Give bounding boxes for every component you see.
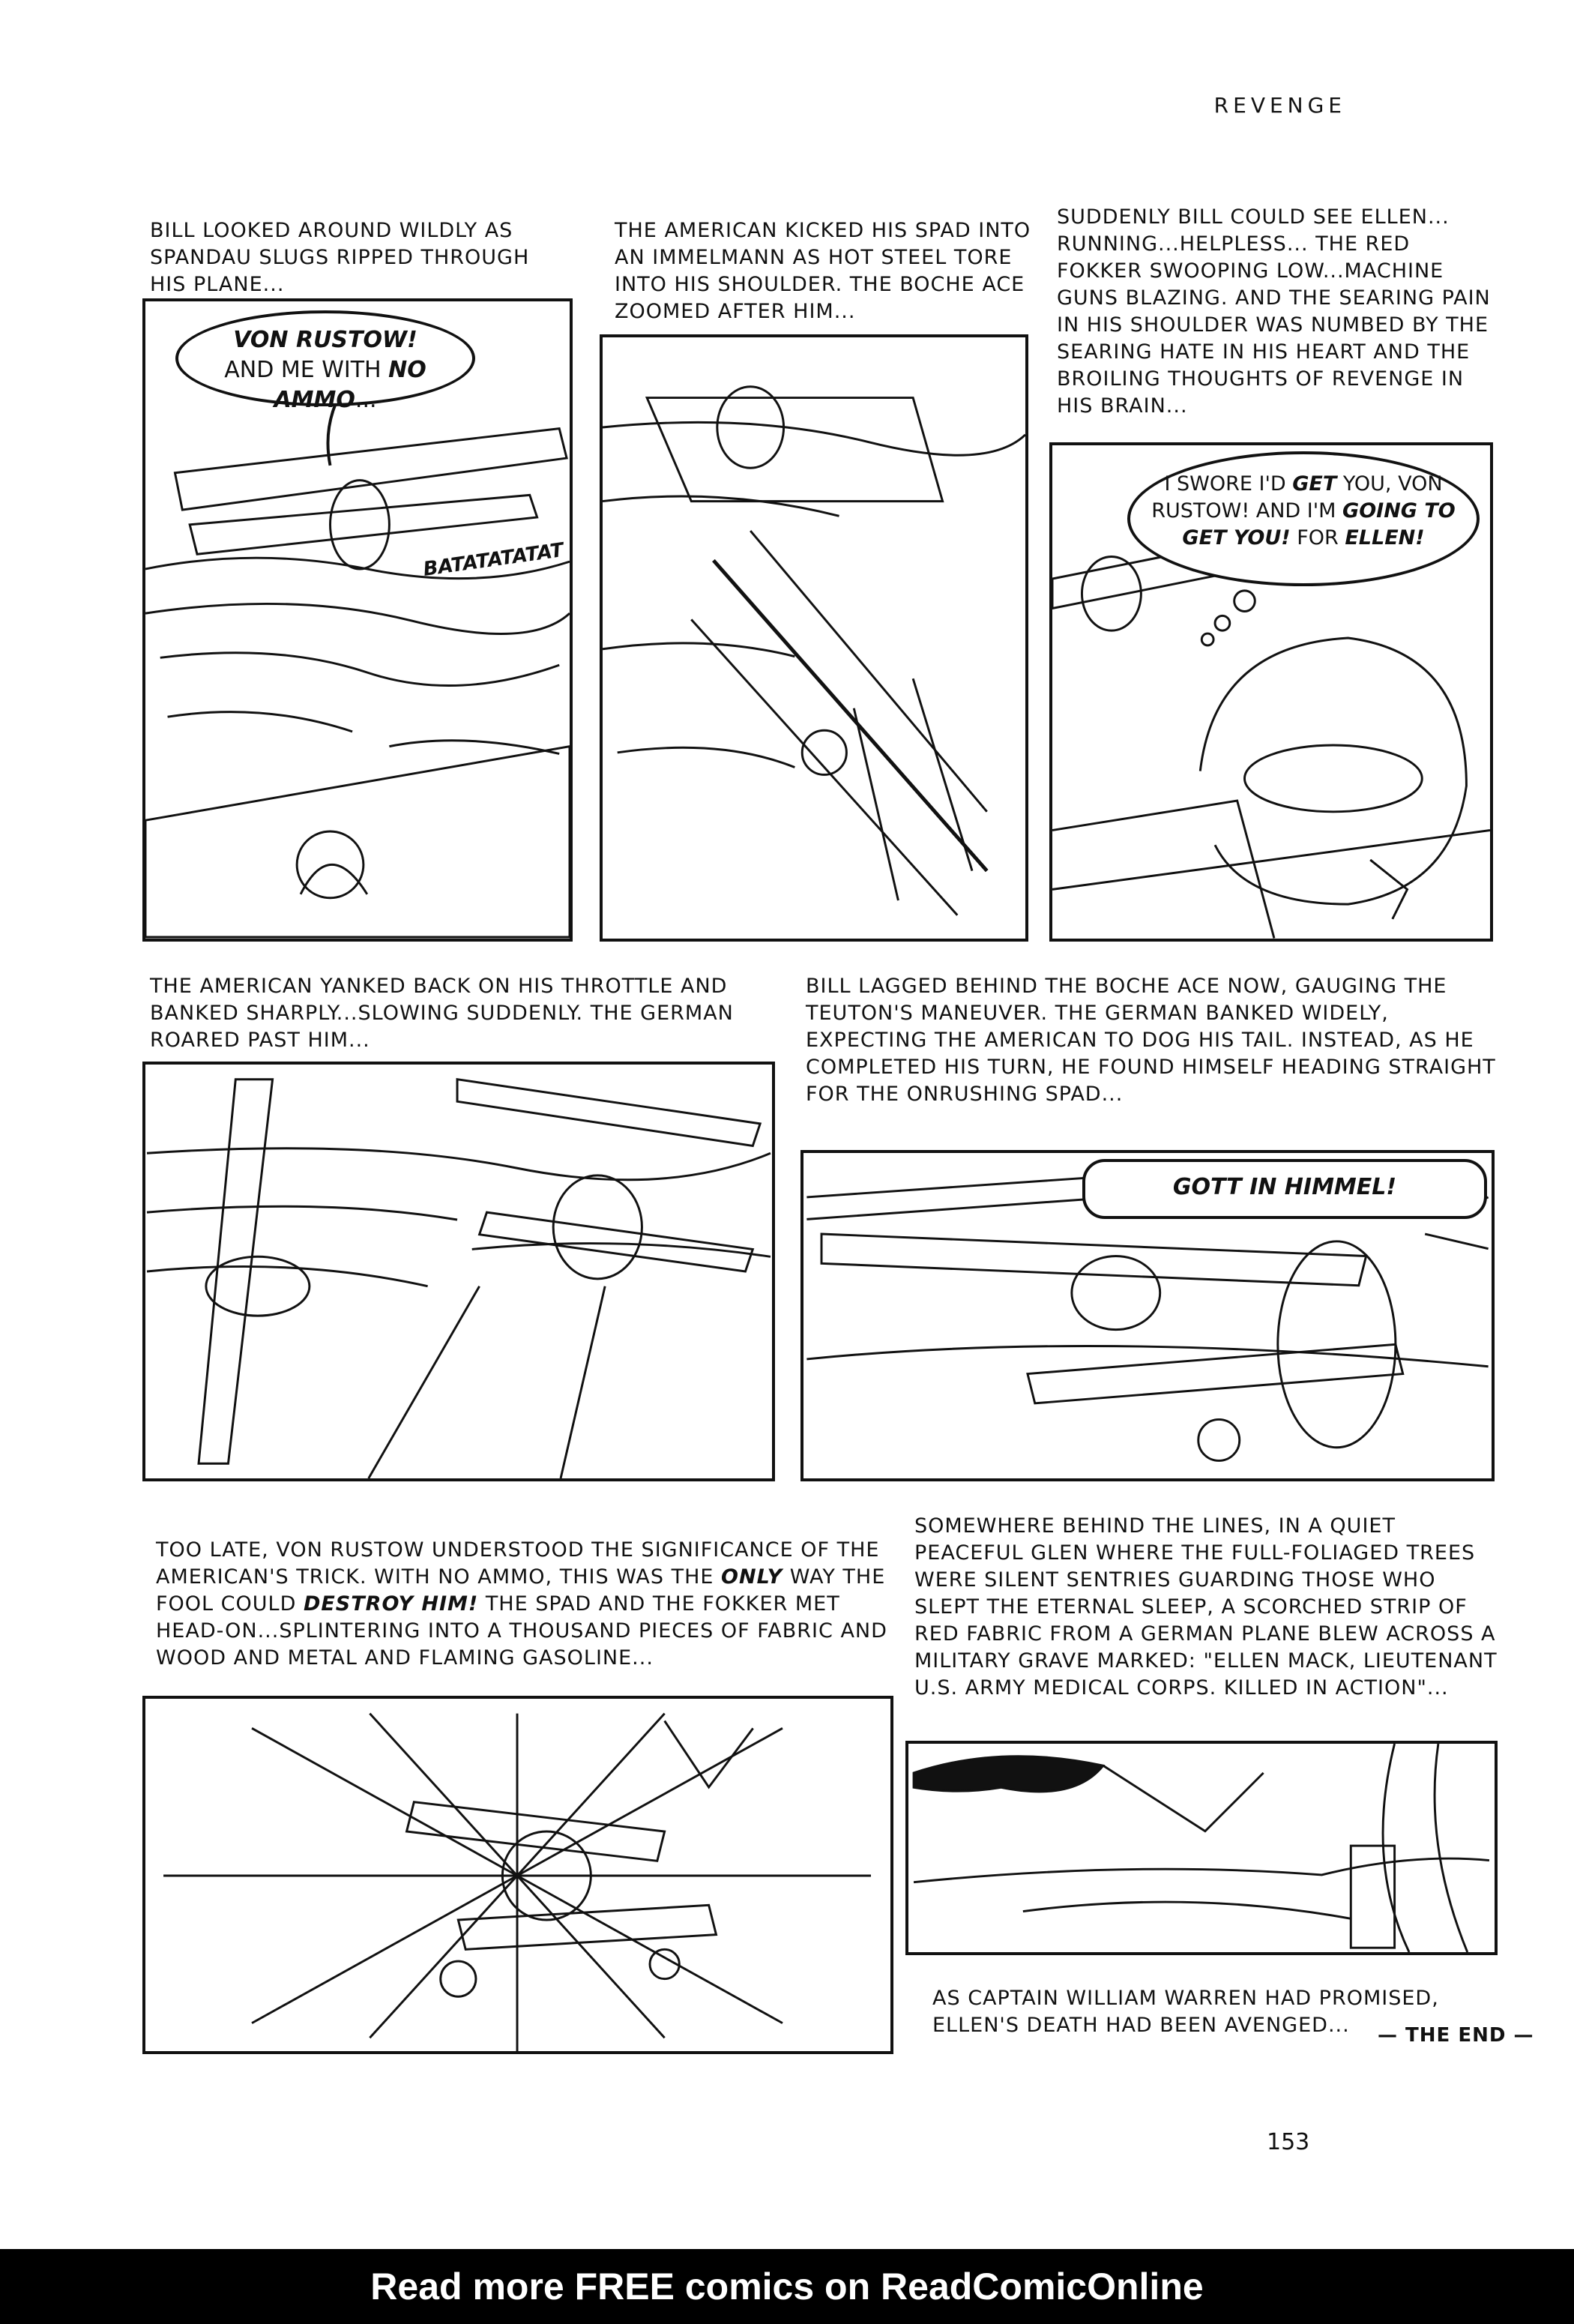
panel-2-caption: THE AMERICAN KICKED HIS SPAD INTO AN IMMELMANN AS HOT STEEL TORE INTO HIS SHOULDER. THE BOCHE ACE ZOOMED AFTER HIM... [615, 219, 1031, 323]
thought-balloon: I SWORE I'D GET YOU, VON RUSTOW! AND I'M GOING TO GET YOU! FOR ELLEN! [1127, 451, 1480, 586]
the-end-mark: — THE END — [1378, 2024, 1534, 2047]
panel-1-caption: BILL LOOKED AROUND WILDLY AS SPANDAU SLUGS RIPPED THROUGH HIS PLANE... [150, 219, 530, 296]
panel-2-artwork [600, 334, 1028, 942]
banking-maneuver-illustration [145, 1065, 772, 1478]
promo-banner[interactable]: Read more FREE comics on ReadComicOnline [0, 2249, 1574, 2324]
closing-caption: AS CAPTAIN WILLIAM WARREN HAD PROMISED, ELLEN'S DEATH HAD BEEN AVENGED... [932, 1987, 1439, 2037]
page-number: 153 [1267, 2129, 1310, 2155]
grave-illustration [908, 1744, 1495, 1952]
panel-4-caption: THE AMERICAN YANKED BACK ON HIS THROTTLE AND BANKED SHARPLY...SLOWING SUDDENLY. THE GERMAN ROARED PAST HIM... [150, 975, 734, 1052]
panel-7-caption: SOMEWHERE BEHIND THE LINES, IN A QUIET PEACEFUL GLEN WHERE THE FULL-FOLIAGED TREES WERE SILENT SENTRIES GUARDING THOSE WHO SLEPT THE ETERNAL SLEEP, A SCORCHED STRIP OF RED FABRIC FROM A GERMAN PLANE BLEW ACROSS A MILITARY GRAVE MARKED: "ELLEN MACK, LIEUTENANT U.S. ARMY MEDICAL CORPS. KILLED IN ACTION"... [914, 1514, 1498, 1700]
panel-1-artwork [142, 298, 573, 942]
panel-3-caption: SUDDENLY BILL COULD SEE ELLEN... RUNNING...HELPLESS... THE RED FOKKER SWOOPING LOW...MACHINE GUNS BLAZING. AND THE SEARING PAIN IN HIS SHOULDER WAS NUMBED BY THE SEARING HATE IN HIS HEART AND THE BROILING THOUGHTS OF REVENGE IN HIS BRAIN... [1057, 205, 1491, 418]
explosion-illustration [145, 1699, 890, 2051]
exclamation-balloon: GOTT IN HIMMEL! [1082, 1159, 1487, 1219]
panel-6-caption: TOO LATE, VON RUSTOW UNDERSTOOD THE SIGNIFICANCE OF THE AMERICAN'S TRICK. WITH NO AMMO, THIS WAS THE ONLY WAY THE FOOL COULD DESTROY HIM! THE SPAD AND THE FOKKER MET HEAD-ON...SPLINTERING INTO A THOUSAND PIECES OF FABRIC AND WOOD AND METAL AND FLAMING GASOLINE... [156, 1538, 887, 1670]
speech-balloon-1: VON RUSTOW! AND ME WITH NO AMMO... [175, 310, 475, 406]
gunfire-sfx: BATATATATAT [421, 539, 565, 581]
panel-5-caption: BILL LAGGED BEHIND THE BOCHE ACE NOW, GAUGING THE TEUTON'S MANEUVER. THE GERMAN BANKED WIDELY, EXPECTING THE AMERICAN TO DOG HIS TAIL. INSTEAD, AS HE COMPLETED HIS TURN, HE FOUND HIMSELF HEADING STRAIGHT FOR THE ONRUSHING SPAD... [806, 975, 1496, 1106]
panel-6-artwork [142, 1696, 893, 2054]
panel-3-artwork [1049, 442, 1493, 942]
panel-5-artwork [800, 1150, 1495, 1481]
panel-4-artwork [142, 1062, 775, 1481]
running-title: REVENGE [1213, 93, 1346, 118]
panel-7-artwork [905, 1741, 1498, 1955]
immelmann-illustration [603, 337, 1025, 939]
